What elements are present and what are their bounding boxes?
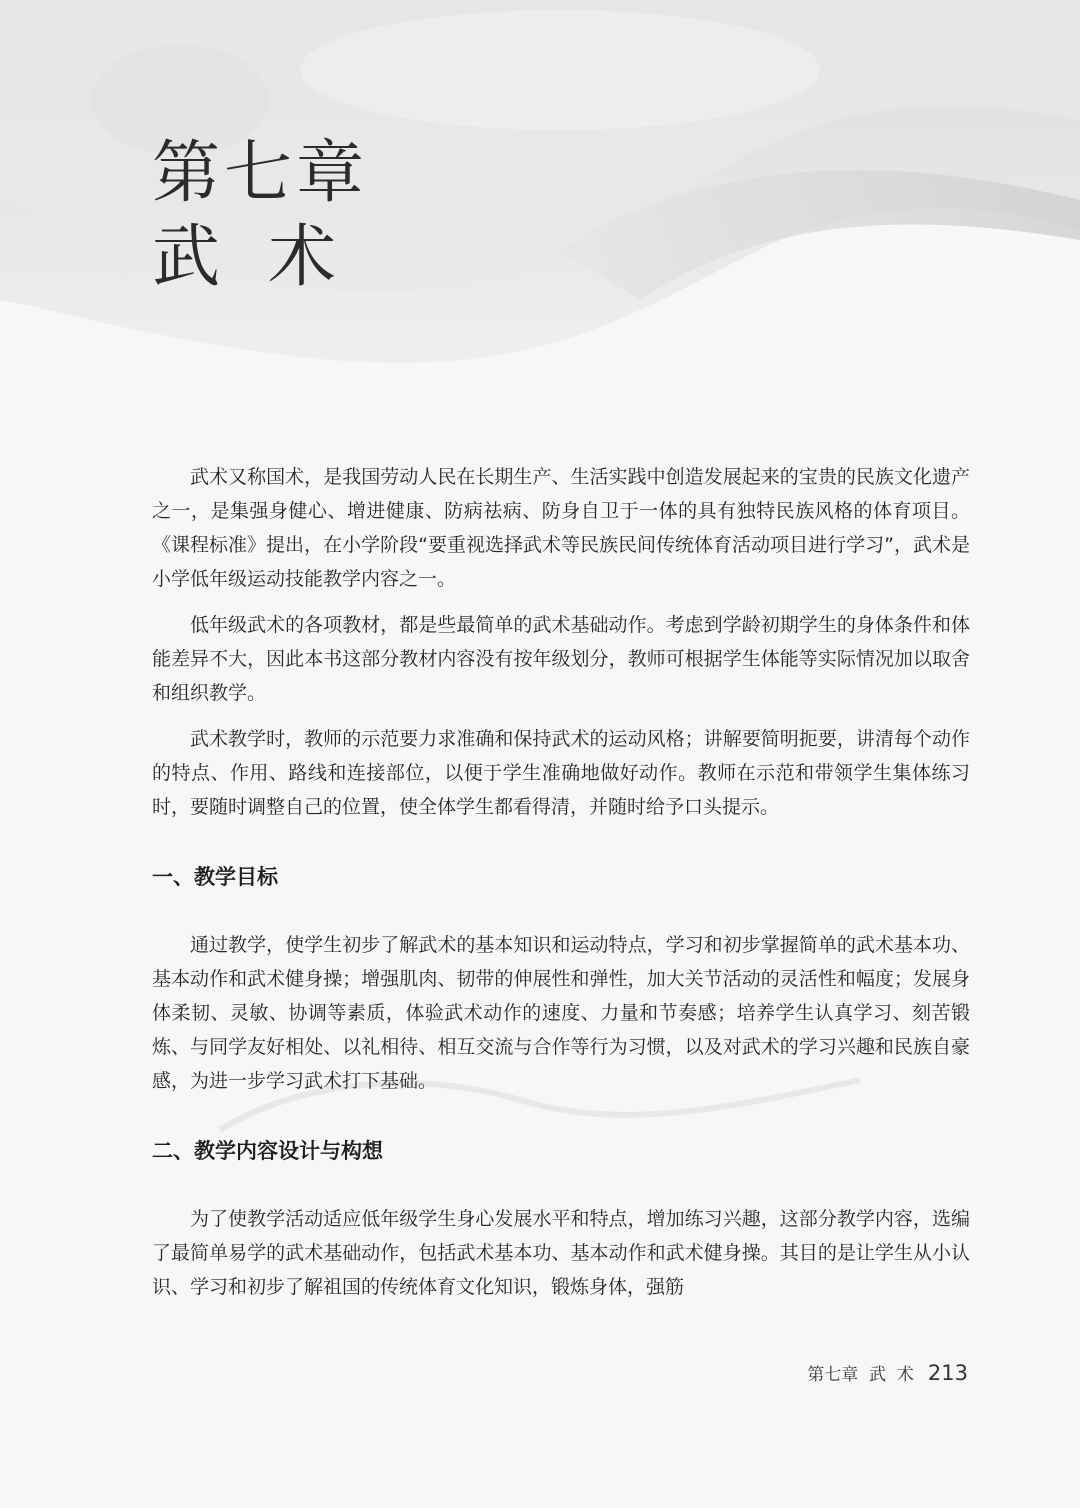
chapter-name: 武术 xyxy=(152,218,385,297)
page-footer xyxy=(807,1360,968,1385)
intro-paragraph: 武术又称国术，是我国劳动人民在长期生产、生活实践中创造发展起来的宝贵的民族文化遗产之一，是集强身健心、增进健康、防病祛病、防身自卫于一体的具有独特民族风格的体育项目。《课程标准》提出，在小学阶段“要重视选择武术等民族民间传统体育活动项目进行学习”，武术是小学低年级运动技能教学内容之一。 xyxy=(152,466,970,590)
chapter-number: 第七章 xyxy=(152,134,369,213)
section-heading-teaching-goals: 一、教学目标 xyxy=(152,865,278,889)
intro-paragraph: 武术教学时，教师的示范要力求准确和保持武术的运动风格；讲解要简明扼要，讲清每个动作的特点、作用、路线和连接部位，以便于学生准确地做好动作。教师在示范和带领学生集体练习时，要随时调整自己的位置，使全体学生都看得清，并随时给予口头提示。 xyxy=(152,728,970,818)
content-design-paragraph: 为了使教学活动适应低年级学生身心发展水平和特点，增加练习兴趣，这部分教学内容，选编了最简单易学的武术基础动作，包括武术基本功、基本动作和武术健身操。其目的是让学生从小认识、学习和初步了解祖国的传统体育文化知识，锻炼身体，强筋 xyxy=(152,1208,970,1298)
chapter-title xyxy=(152,132,384,300)
intro-paragraph: 低年级武术的各项教材，都是些最简单的武术基础动作。考虑到学龄初期学生的身体条件和体能差异不大，因此本书这部分教材内容没有按年级划分，教师可根据学生体能等实际情况加以取舍和组织教学。 xyxy=(152,614,970,704)
running-head: 第七章 武 术 xyxy=(807,1365,914,1385)
teaching-goals-paragraph: 通过教学，使学生初步了解武术的基本知识和运动特点，学习和初步掌握简单的武术基本功、基本动作和武术健身操；增强肌肉、韧带的伸展性和弹性，加大关节活动的灵活性和幅度；发展身体柔韧、灵敏、协调等素质，体验武术动作的速度、力量和节奏感；培养学生认真学习、刻苦锻炼、与同学友好相处、以礼相待、相互交流与合作等行为习惯，以及对武术的学习兴趣和民族自豪感，为进一步学习武术打下基础。 xyxy=(152,934,970,1092)
section-heading-content-design: 二、教学内容设计与构想 xyxy=(152,1139,383,1163)
main-content xyxy=(152,460,970,1316)
page-number: 213 xyxy=(927,1361,968,1385)
